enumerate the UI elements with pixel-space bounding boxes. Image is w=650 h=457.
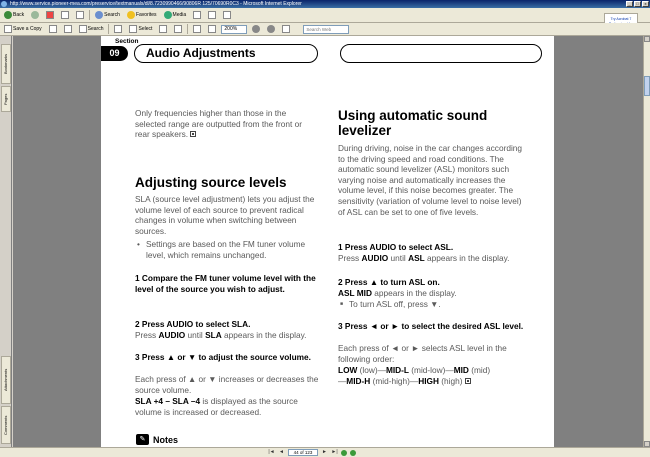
star-icon: [127, 11, 135, 19]
previous-view-icon[interactable]: [341, 450, 347, 456]
pdf-page: [101, 36, 554, 447]
print-button[interactable]: [221, 10, 233, 21]
end-mark-icon: [465, 378, 471, 384]
right-column: [338, 36, 528, 386]
print-icon: [223, 11, 231, 19]
sla-step-2: 2 Press AUDIO to select SLA.: [135, 319, 251, 329]
fit-width-button[interactable]: [206, 24, 218, 35]
page-icon: [193, 25, 201, 33]
intro-paragraph: Only frequencies higher than those in the selected range are outputted from the front or rear speakers.: [135, 108, 302, 140]
sla-range-text: SLA +4 – SLA –4 is displayed as the source volume is increased or decreased.: [135, 396, 298, 417]
asl-step-1: 1 Press AUDIO to select ASL.: [338, 242, 454, 252]
refresh-icon: [61, 11, 69, 19]
email-button[interactable]: [62, 24, 74, 35]
asl-step-2-body: ASL MID appears in the display.: [338, 288, 457, 298]
scroll-up-arrow[interactable]: [644, 36, 650, 42]
zoom-out-button[interactable]: [250, 24, 262, 35]
fit-page-button[interactable]: [191, 24, 203, 35]
asl-step-1-body: Press AUDIO until ASL appears in the display.: [338, 253, 510, 263]
tab-comments[interactable]: Comments: [1, 406, 11, 444]
minimize-button[interactable]: _: [626, 1, 633, 7]
asl-step-2: 2 Press ▲ to turn ASL on.: [338, 277, 440, 287]
toolbar-separator: [108, 24, 109, 34]
back-button[interactable]: Back: [2, 10, 26, 21]
window-title-bar: [0, 0, 650, 8]
forward-button[interactable]: [29, 10, 41, 21]
asl-description: During driving, noise in the car changes according to the driving speed and road conditions. The automatic sound levelizer (ASL) monitors such varying noise and automatically increases the volume level, if this noise becomes greater. The sensitivity (variation of volume level to noise level) of ASL can be set to one of five levels.: [338, 143, 523, 217]
zoom-tool-button[interactable]: [172, 24, 184, 35]
home-button[interactable]: [74, 10, 86, 21]
next-page-button[interactable]: ►: [322, 449, 327, 455]
back-arrow-icon: [4, 11, 12, 19]
browser-toolbar: [0, 8, 650, 23]
page-number-field[interactable]: 44 of 123: [288, 449, 318, 456]
section-number-tab: 09: [101, 46, 128, 61]
pdf-status-bar: [0, 447, 650, 457]
sla-step-3: 3 Press ▲ or ▼ to adjust the source volume.: [135, 352, 311, 362]
window-controls: [626, 1, 649, 7]
zoom-in-button[interactable]: [265, 24, 277, 35]
hand-tool-button[interactable]: [112, 24, 124, 35]
maximize-button[interactable]: □: [634, 1, 641, 7]
page-navigation: [268, 449, 356, 456]
binoculars-icon: [79, 25, 87, 33]
toolbar-separator: [187, 24, 188, 34]
rotate-button[interactable]: [280, 24, 292, 35]
sla-description: SLA (source level adjustment) lets you adjust the volume level of each source to prevent radical changes in volume when switching between sources.: [135, 194, 315, 236]
forward-arrow-icon: [31, 11, 39, 19]
rotate-icon: [282, 25, 290, 33]
pdf-toolbar: [0, 23, 650, 36]
source-levels-heading: Adjusting source levels: [135, 175, 287, 190]
search-web-input[interactable]: Search Web: [303, 25, 349, 34]
last-page-button[interactable]: ►|: [331, 449, 338, 455]
first-page-button[interactable]: |◄: [268, 449, 275, 455]
favorites-button[interactable]: Favorites: [125, 10, 159, 21]
sla-step-3-body: Each press of ▲ or ▼ increases or decreases the source volume.: [135, 374, 319, 395]
refresh-button[interactable]: [59, 10, 71, 21]
sla-bullet: • Settings are based on the FM tuner volume level, which remains unchanged.: [135, 239, 319, 260]
section-label: Section: [115, 38, 139, 45]
pencil-icon: ✎: [136, 434, 149, 445]
minus-icon: [252, 25, 260, 33]
camera-icon: [159, 25, 167, 33]
sla-step-2-body: Press AUDIO until SLA appears in the display.: [135, 330, 307, 340]
navigation-panel: [0, 36, 12, 447]
right-header-frame: [340, 44, 542, 63]
end-mark-icon: [190, 131, 196, 137]
print-icon: [49, 25, 57, 33]
previous-page-button[interactable]: ◄: [279, 449, 284, 455]
zoom-level-field[interactable]: 200%: [221, 25, 247, 34]
media-icon: [164, 11, 172, 19]
mail-button[interactable]: [206, 10, 218, 21]
scroll-thumb[interactable]: [644, 76, 650, 96]
vertical-scrollbar[interactable]: [643, 36, 650, 447]
tab-attachments[interactable]: Attachments: [1, 356, 11, 404]
window-title: http://www.service.pioneer-mea.com/preservice/textmanuals/dl/8.7230990466/90806R 125/70690R0C3 - Microsoft Internet Explorer: [10, 1, 302, 7]
history-button[interactable]: [191, 10, 203, 21]
mail-icon: [208, 11, 216, 19]
tab-pages[interactable]: Pages: [1, 86, 11, 112]
page-width-icon: [208, 25, 216, 33]
asl-level-order: LOW (low)—MID-L (mid-low)—MID (mid) —MID-H (mid-high)—HIGH (high): [338, 365, 491, 386]
toolbar-separator: [89, 10, 90, 20]
notes-heading: ✎ Notes: [136, 434, 178, 445]
adobe-promo-link[interactable]: Try Acrobat 7: [604, 13, 638, 29]
search-icon: [95, 11, 103, 19]
close-button[interactable]: x: [642, 1, 649, 7]
save-copy-button[interactable]: Save a Copy: [2, 24, 44, 35]
asl-step-3: 3 Press ◄ or ► to select the desired ASL level.: [338, 321, 524, 331]
history-icon: [193, 11, 201, 19]
save-icon: [4, 25, 12, 33]
tab-bookmarks[interactable]: Bookmarks: [1, 44, 11, 84]
asl-heading: Using automatic sound levelizer: [338, 108, 488, 138]
media-button[interactable]: Media: [162, 10, 189, 21]
zoom-icon: [174, 25, 182, 33]
asl-off-bullet: ■ To turn ASL off, press ▼.: [338, 299, 526, 310]
text-select-icon: [129, 25, 137, 33]
plus-icon: [267, 25, 275, 33]
stop-icon: [46, 11, 54, 19]
mail-icon: [64, 25, 72, 33]
next-view-icon[interactable]: [350, 450, 356, 456]
pdf-search-button[interactable]: Search: [77, 24, 106, 35]
print-pdf-button[interactable]: [47, 24, 59, 35]
ie-icon: [1, 1, 7, 7]
asl-step-3-body: Each press of ◄ or ► selects ASL level in the following order:: [338, 343, 507, 364]
left-column: [135, 36, 327, 417]
select-tool-button[interactable]: Select: [127, 24, 154, 35]
document-viewport: [13, 36, 643, 447]
hand-icon: [114, 25, 122, 33]
sla-step-1: 1 Compare the FM tuner volume level with the level of the source you wish to adjust.: [135, 273, 316, 294]
stop-button[interactable]: [44, 10, 56, 21]
section-title: Audio Adjustments: [134, 44, 318, 63]
snapshot-button[interactable]: [157, 24, 169, 35]
search-button[interactable]: Search: [93, 10, 122, 21]
home-icon: [76, 11, 84, 19]
